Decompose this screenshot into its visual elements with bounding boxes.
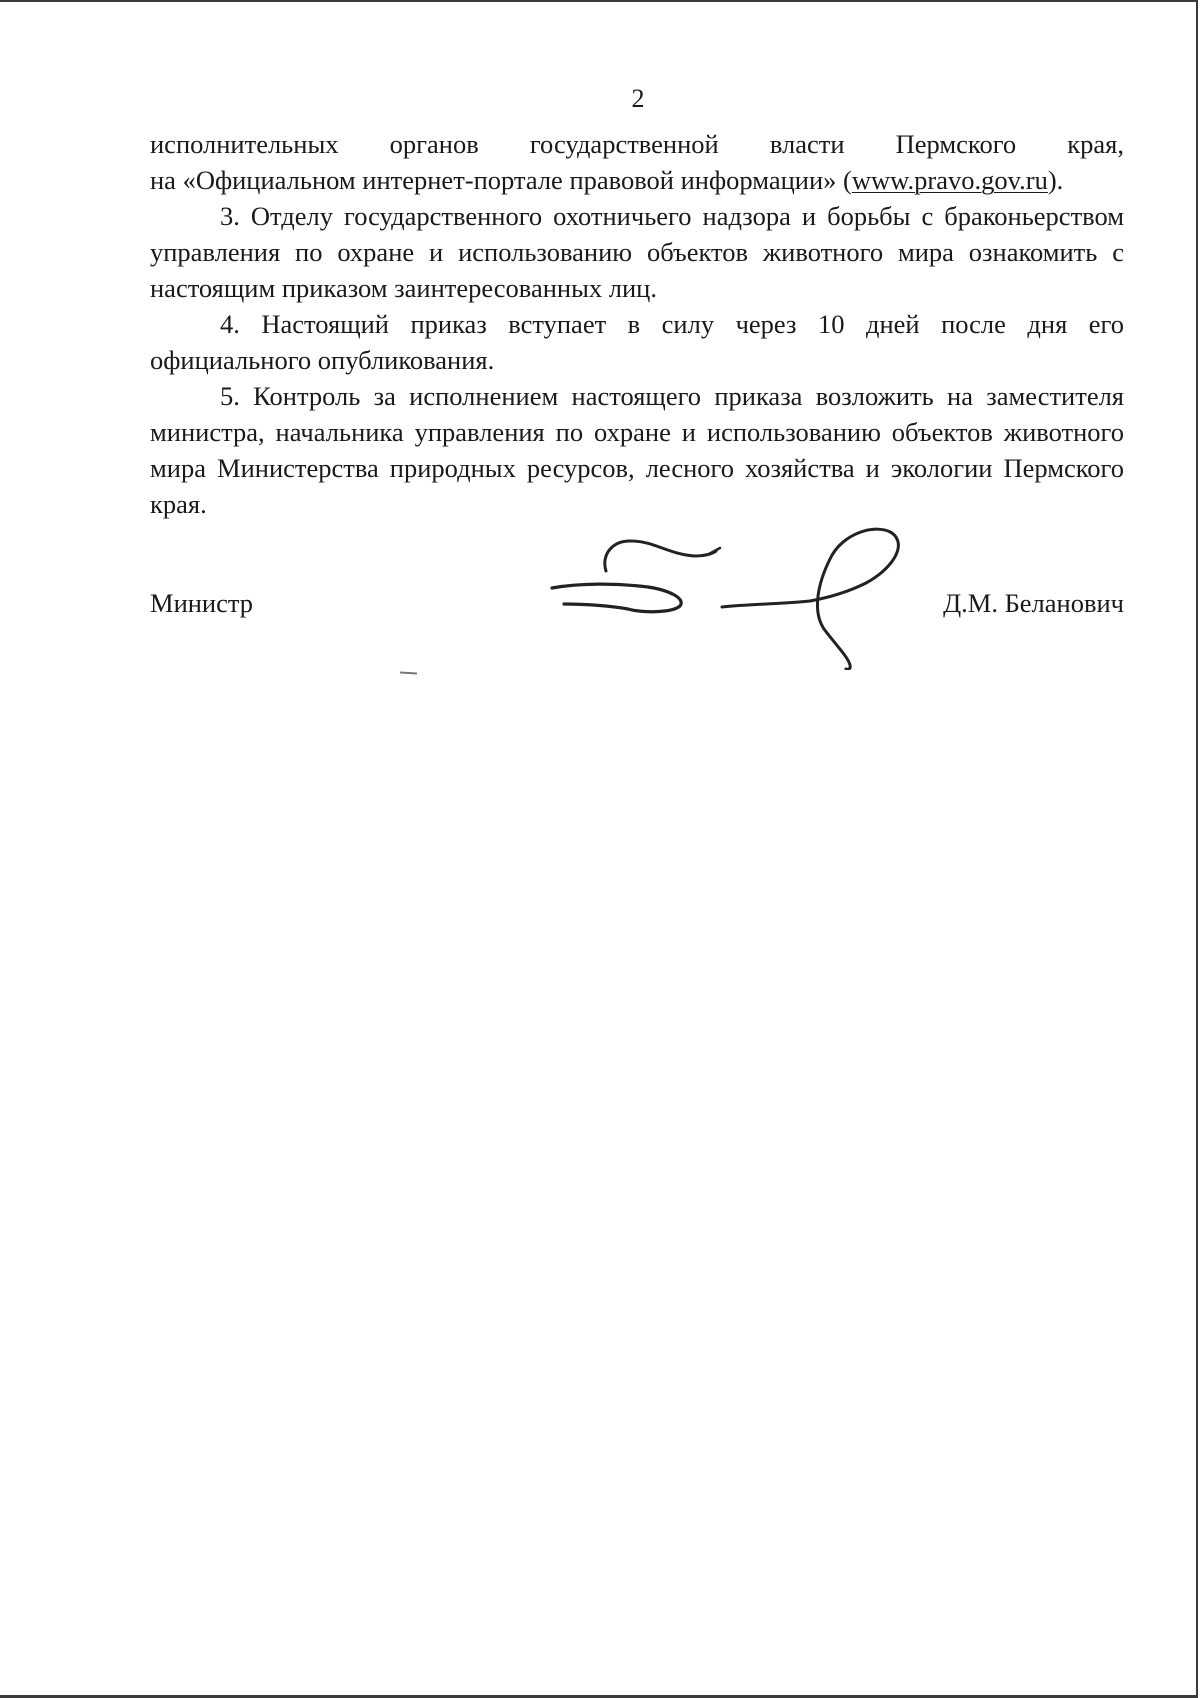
page-number: 2 — [631, 84, 645, 113]
signature-long-stroke — [722, 583, 866, 607]
paragraph-continuation — [150, 126, 1124, 198]
document-body — [150, 126, 1124, 522]
paragraph-item-3: 3. Отделу государственного охотничьего надзора и борьбы с браконьерством управления по охране и использованию объектов животного мира ознакомить с настоящим приказом заинтересованных лиц. — [150, 201, 1124, 303]
paragraph-continuation-rest: на «Официальном интернет-портале правовой информации» ( — [150, 165, 852, 195]
signature-right-loop — [817, 529, 898, 669]
signature-left-stroke — [552, 584, 681, 612]
handwritten-signature — [546, 525, 926, 670]
paragraph-continuation-closing: ). — [1047, 165, 1064, 195]
paragraph-continuation-first-line: исполнительных органов государственной власти Пермского края, — [150, 129, 1124, 159]
signatory-name: Д.М. Беланович — [943, 588, 1124, 618]
pravo-portal-link[interactable]: www.pravo.gov.ru — [851, 165, 1048, 195]
position-title: Министр — [150, 588, 254, 618]
paragraph-item-5: 5. Контроль за исполнением настоящего приказа возложить на заместителя министра, начальника управления по охране и использованию объектов животного мира Министерства природных ресурсов, лесного хозяйства и экологии Пермского края. — [150, 381, 1124, 519]
paragraph-item-4: 4. Настоящий приказ вступает в силу через 10 дней после дня его официального опубликования. — [150, 309, 1124, 375]
signature-top-loop — [605, 541, 716, 571]
